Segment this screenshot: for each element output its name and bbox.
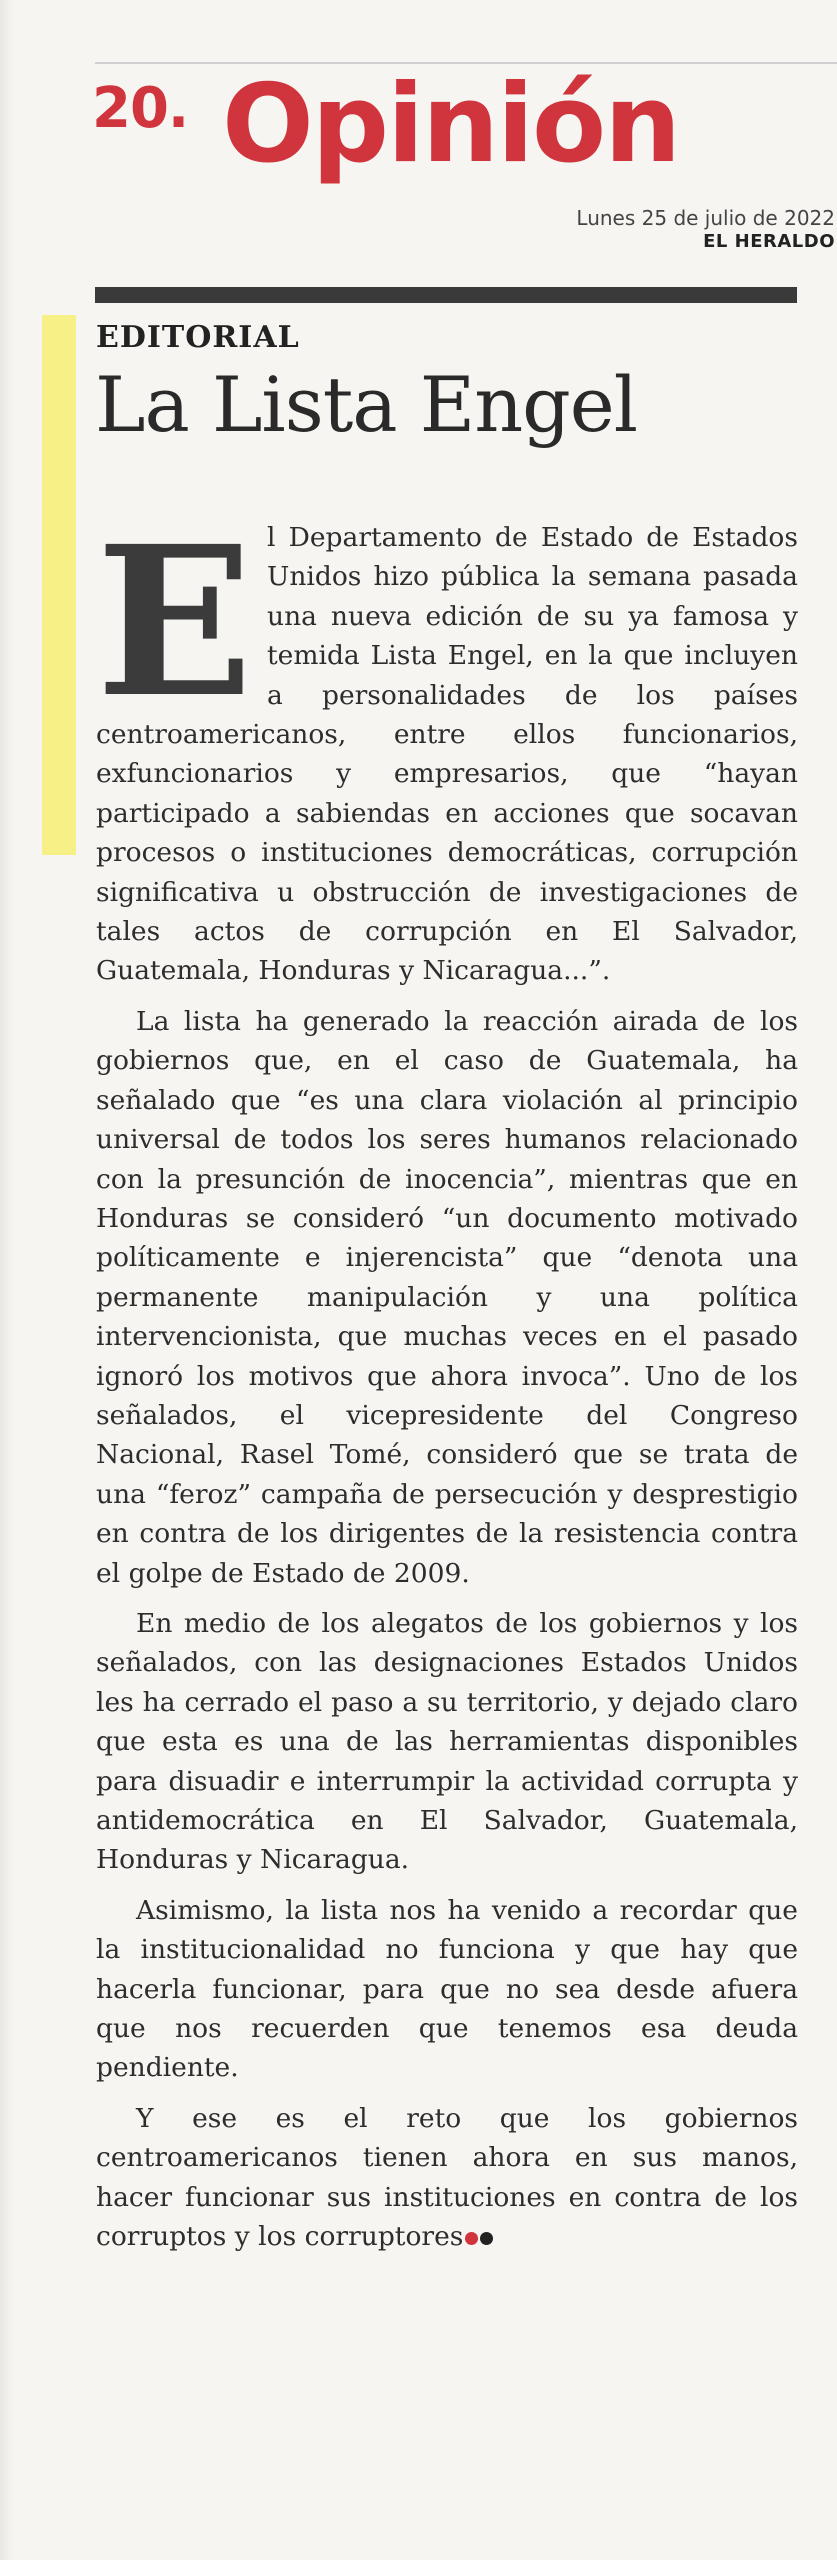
editorial-kicker: EDITORIAL — [96, 320, 300, 355]
page-number: 20. — [92, 76, 189, 141]
end-mark-icon — [463, 2221, 493, 2252]
drop-cap: E — [96, 501, 254, 743]
article-headline: La Lista Engel — [95, 360, 638, 449]
publication-date: Lunes 25 de julio de 2022 — [576, 206, 835, 230]
paragraph-4: Asimismo, la lista nos ha venido a recordar que la institucionalidad no funciona y que hay que hacerla funcionar, para que no sea desde afuera que nos recuerden que tenemos esa deuda pendiente. — [96, 1894, 798, 2084]
page-edge — [0, 0, 14, 2560]
section-divider — [95, 287, 797, 303]
paragraph-5-text: Y ese es el reto que los gobiernos centroamericanos tienen ahora en sus manos, hacer funcionar sus instituciones en contra de los corruptos y los corruptores — [96, 2102, 798, 2253]
paragraph-2: La lista ha generado la reacción airada de los gobiernos que, en el caso de Guatemala, ha señalado que “es una clara violación al principio universal de todos los seres humanos relacionado con la presunción de inocencia”, mientras que en Honduras se consideró “un documento motivado políticamente e injerencista” que “denota una permanente manipulación y una política intervencionista, que muchas veces en el pasado ignoró los motivos que ahora invoca”. Uno de los señalados, el vicepresidente del Congreso Nacional, Rasel Tomé, consideró que se trata de una “feroz” campaña de persecución y desprestigio en contra de los dirigentes de la resistencia contra el golpe de Estado de 2009. — [96, 1005, 798, 1589]
publication-name: EL HERALDO — [703, 231, 835, 252]
section-title: Opinión — [222, 62, 680, 187]
paragraph-5 — [96, 2099, 798, 2257]
end-dot-red-icon — [465, 2232, 478, 2245]
highlighter-mark — [42, 315, 76, 855]
article-body — [96, 501, 798, 2267]
paragraph-1-text: l Departamento de Estado de Estados Unidos hizo pública la semana pasada una nueva edición de su ya famosa y temida Lista Engel, en la que incluyen a personalidades de los países centroamericanos, entre ellos funcionarios, exfuncionarios y empresarios, que “hayan participado a sabiendas en acciones que socavan procesos o instituciones democráticas, corrupción significativa u obstrucción de investigaciones de tales actos de corrupción en El Salvador, Guatemala, Honduras y Nicaragua...”. — [96, 522, 798, 987]
paragraph-3: En medio de los alegatos de los gobiernos y los señalados, con las designaciones Estados Unidos les ha cerrado el paso a su territorio, y dejado claro que esta es una de las herramientas disponibles para disuadir e interrumpir la actividad corrupta y antidemocrática en El Salvador, Guatemala, Honduras y Nicaragua. — [96, 1607, 798, 1876]
paragraph-1 — [96, 501, 798, 991]
end-dot-black-icon — [480, 2232, 493, 2245]
